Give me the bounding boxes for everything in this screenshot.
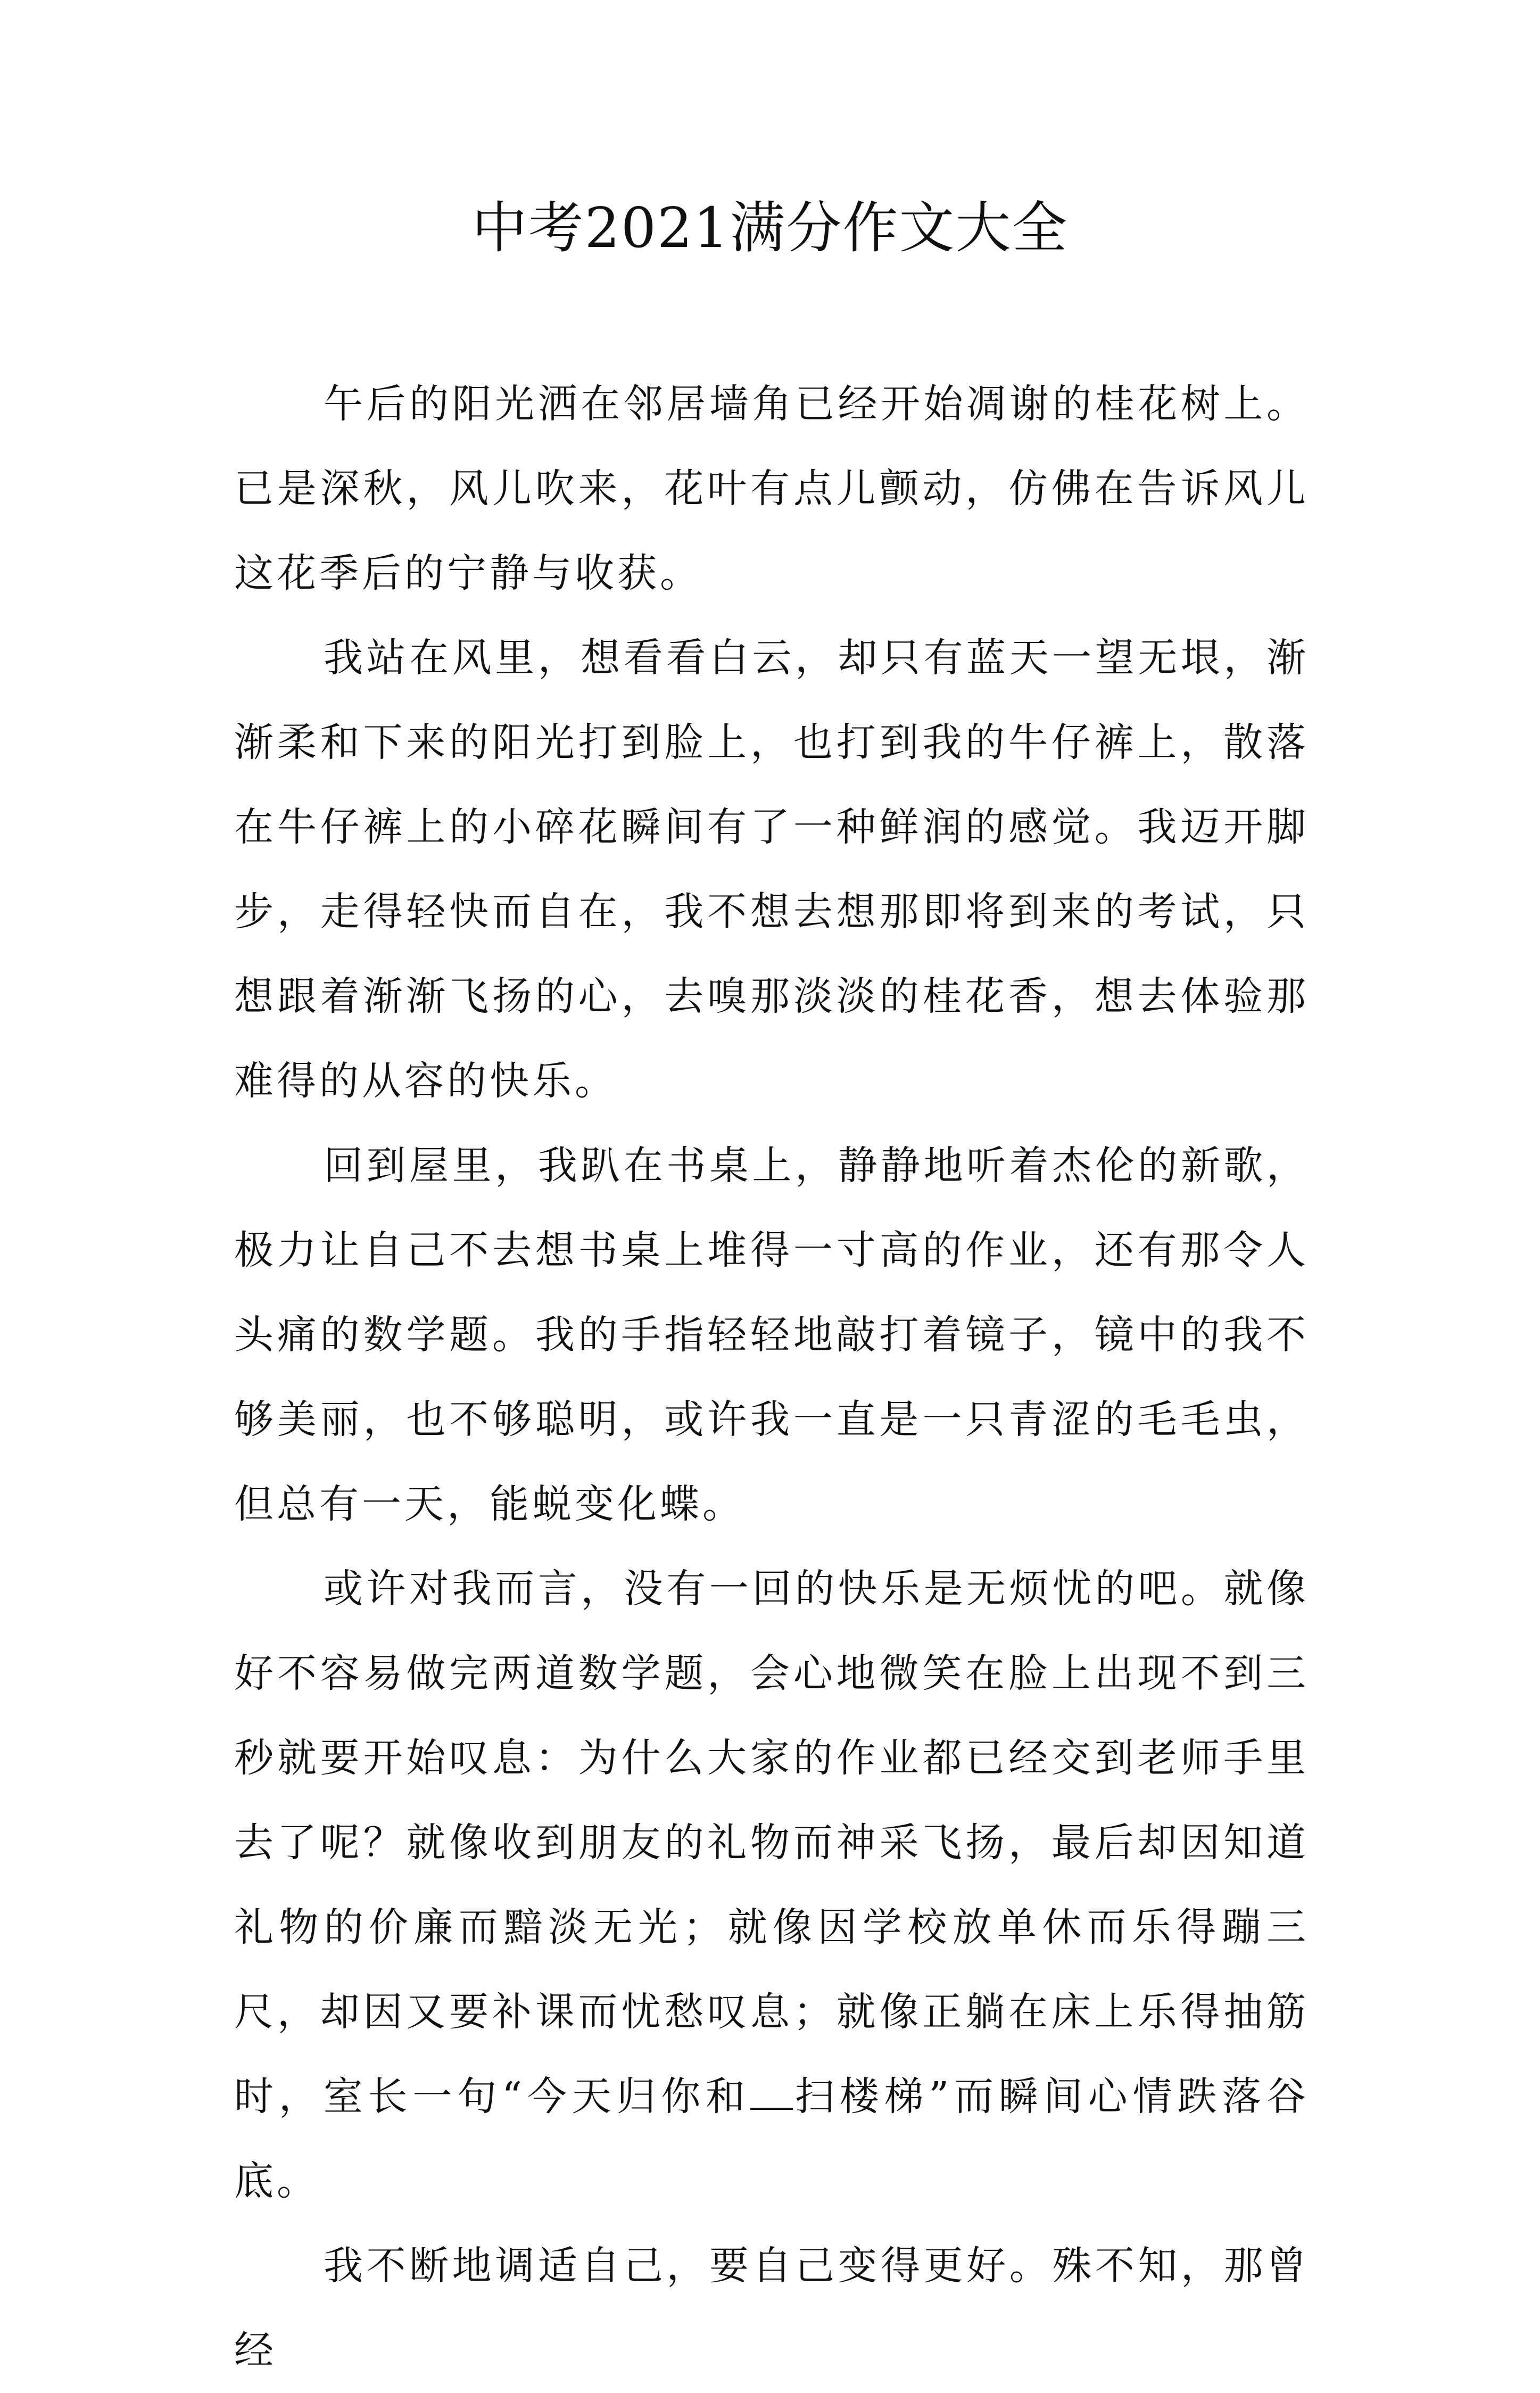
fill-in-blank-underline	[750, 2107, 793, 2110]
paragraph-5: 我不断地调适自己，要自己变得更好。殊不知，那曾经	[234, 2243, 1309, 2373]
document-body	[234, 362, 1309, 2393]
document-title: 中考2021满分作文大全	[471, 195, 1069, 260]
paragraph-4	[234, 1547, 1309, 2224]
paragraph-4-text: 或许对我而言，没有一回的快乐是无烦忧的吧。就像好不容易做完两道数学题，会心地微笑在脸上出现不到三秒就要开始叹息：为什么大家的作业都已经交到老师手里去了呢？就像收到朋友的礼物而神采飞扬，最后却因知道礼物的价廉而黯淡无光；就像因学校放单休而乐得蹦三尺，却因又要补课而忧愁叹息；就像正躺在床上乐得抽筋时，室长一句“今天归你和	[234, 1566, 1309, 2119]
paragraph-3: 回到屋里，我趴在书桌上，静静地听着杰伦的新歌，极力让自己不去想书桌上堆得一寸高的作业，还有那令人头痛的数学题。我的手指轻轻地敲打着镜子，镜中的我不够美丽，也不够聪明，或许我一直是一只青涩的毛毛虫，但总有一天，能蜕变化蝶。	[234, 1143, 1309, 1527]
paragraph-1: 午后的阳光洒在邻居墙角已经开始凋谢的桂花树上。已是深秋，风儿吹来，花叶有点儿颤动，仿佛在告诉风儿这花季后的宁静与收获。	[234, 381, 1309, 596]
paragraph-2: 我站在风里，想看看白云，却只有蓝天一望无垠，渐渐柔和下来的阳光打到脸上，也打到我的牛仔裤上，散落在牛仔裤上的小碎花瞬间有了一种鲜润的感觉。我迈开脚步，走得轻快而自在，我不想去想那即将到来的考试，只想跟着渐渐飞扬的心，去嗅那淡淡的桂花香，想去体验那难得的从容的快乐。	[234, 635, 1309, 1104]
paragraph-4-text-end: 扫楼梯”而瞬间心情跌落谷底。	[234, 2074, 1309, 2204]
